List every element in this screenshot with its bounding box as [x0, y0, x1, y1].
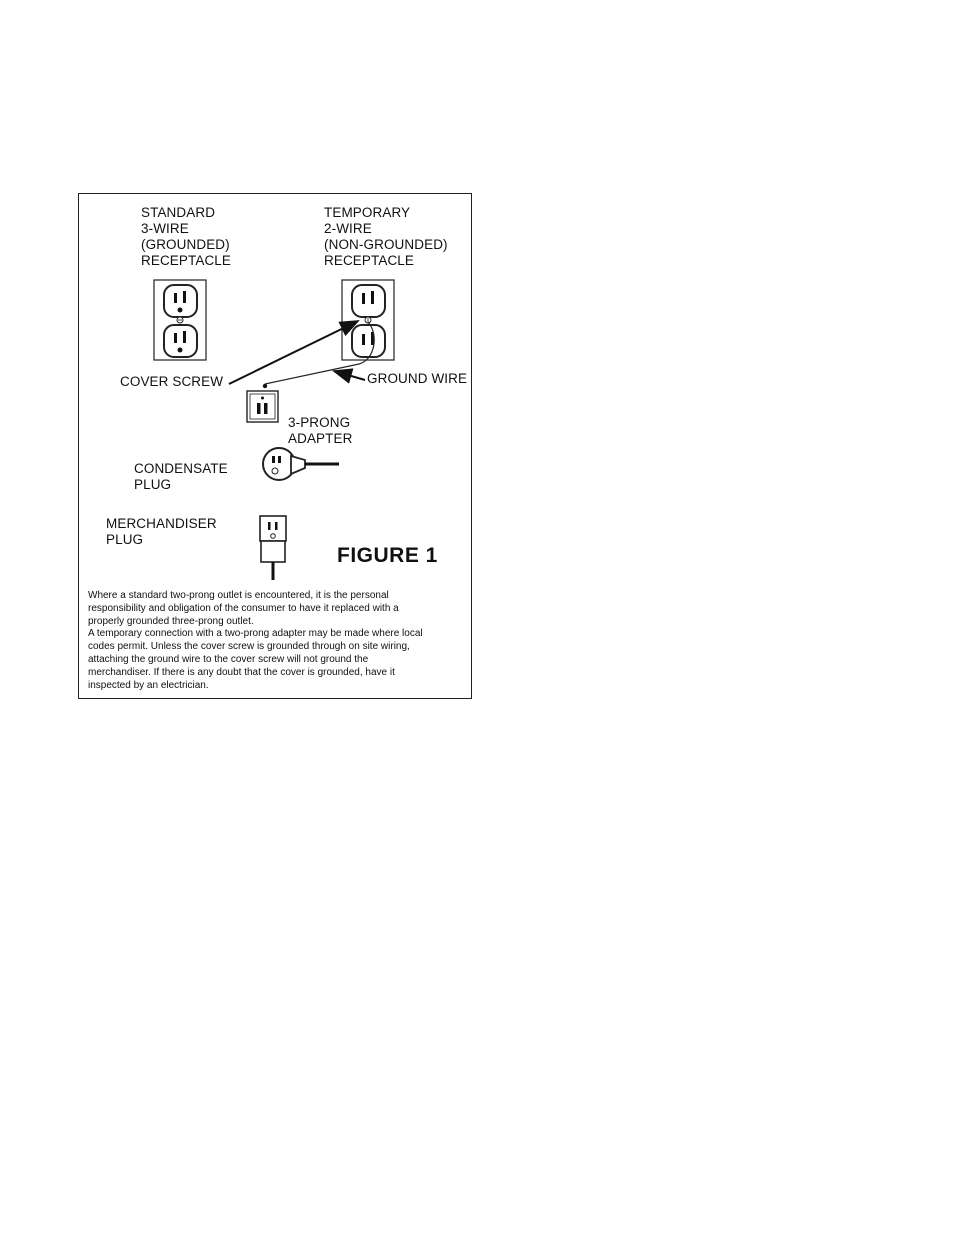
temporary-receptacle-icon [342, 280, 394, 360]
adapter-label: 3-PRONG ADAPTER [288, 415, 353, 446]
cover-screw-label: COVER SCREW [120, 374, 224, 389]
adapter-icon [247, 384, 278, 422]
condensate-plug-label: CONDENSATE PLUG [134, 461, 228, 492]
temporary-receptacle-label: TEMPORARY 2-WIRE (NON-GROUNDED) RECEPTACLE [324, 205, 448, 268]
ground-wire-label: GROUND WIRE [367, 371, 468, 386]
figure-title: FIGURE 1 [337, 544, 438, 567]
merchandiser-plug-label: MERCHANDISER PLUG [106, 516, 217, 547]
safety-note: Where a standard two-prong outlet is encountered, it is the personal responsibility and obligation of the consumer to have it replaced with a properly grounded three-prong outlet. A temporary connection with a two-prong adapter may be made where local codes permit. Unless the cover screw is grounded through on site wiring, attaching the ground wire to the cover screw will not ground the merchandiser. If there is any doubt that the cover is grounded, have it inspected by an electrician. [88, 590, 423, 691]
ground-wire-arrow [334, 371, 365, 380]
standard-receptacle-icon [154, 280, 206, 360]
condensate-plug-icon [263, 448, 339, 480]
merchandiser-plug-icon [260, 516, 286, 580]
figure-1-diagram [78, 193, 472, 699]
cover-screw-arrow [229, 321, 358, 384]
standard-receptacle-label: STANDARD 3-WIRE (GROUNDED) RECEPTACLE [141, 205, 232, 268]
